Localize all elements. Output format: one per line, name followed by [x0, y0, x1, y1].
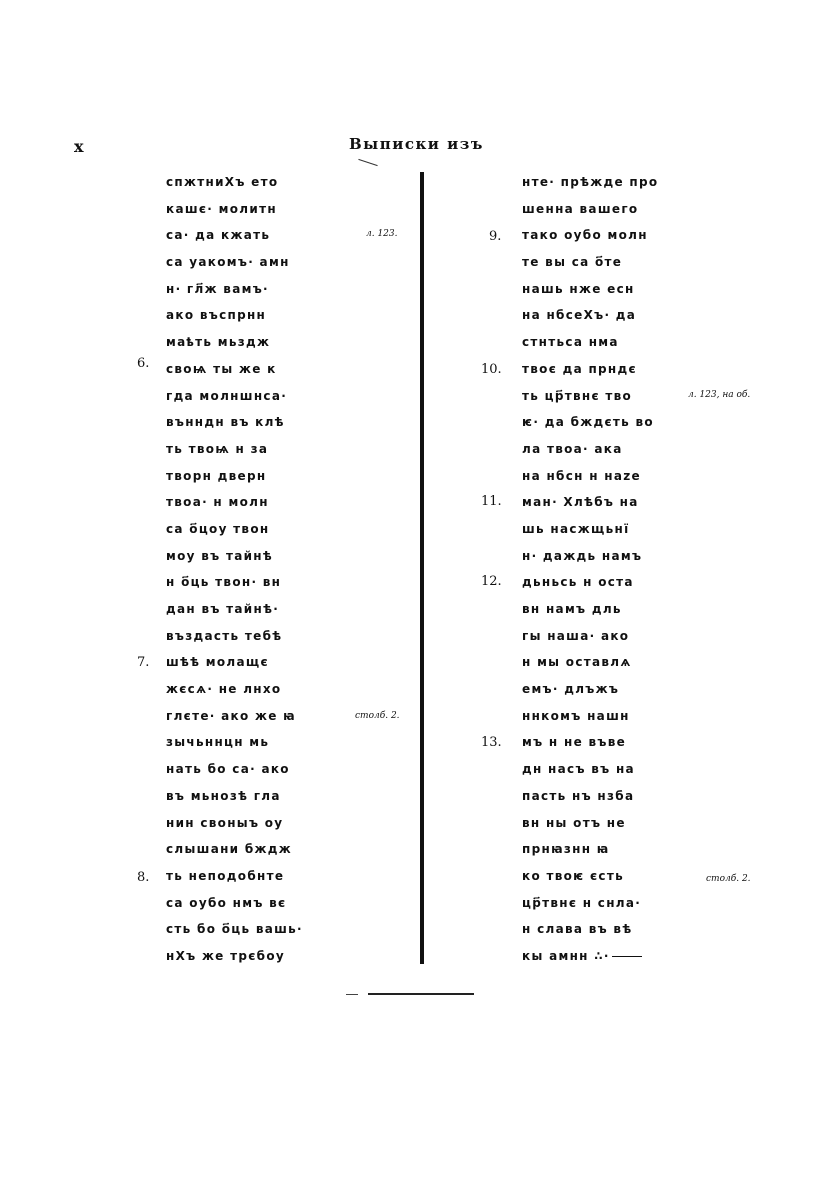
- text-line: пасть нъ нзба: [522, 788, 635, 803]
- margin-note-column: столб. 2.: [706, 874, 751, 884]
- text-line: твоє да прндє: [522, 361, 637, 376]
- text-line: своѩ ты же к: [166, 361, 277, 376]
- text-line: ако въспрнн: [166, 308, 267, 323]
- text-line: ннкомъ нашн: [522, 708, 630, 723]
- text-line: нать бо са· ако: [166, 762, 290, 777]
- text-line: ть твоѩ н за: [166, 441, 269, 456]
- margin-note-folio: л. 123, на об.: [688, 390, 751, 400]
- text-line: творн дверн: [166, 468, 267, 483]
- text-line: жєсѧ· не лнхо: [166, 682, 282, 697]
- text-line: слышани бждж: [166, 842, 293, 857]
- text-line: кашє· молитн: [166, 201, 277, 216]
- bottom-rule: [368, 993, 474, 995]
- text-line: глєте· ако же ꙗ: [166, 708, 296, 723]
- text-line: шенна вашего: [522, 201, 639, 216]
- text-line: ть цр҃твнє тво: [522, 388, 633, 403]
- text-line: прнꙗзнн ꙗ: [522, 842, 610, 857]
- text-line: въздасть тебѣ: [166, 628, 283, 643]
- text-line: вънндн въ клѣ: [166, 415, 285, 430]
- text-line: н· гл҃ж вамъ·: [166, 281, 269, 296]
- column-divider: [420, 172, 424, 964]
- text-line: н· даждь намъ: [522, 548, 643, 563]
- text-line: моу въ тайнѣ: [166, 548, 274, 563]
- text-line: стнтьса нма: [522, 335, 619, 350]
- text-line: емъ· длъжъ: [522, 682, 620, 697]
- text-line: гда молншнса·: [166, 388, 288, 403]
- text-line: дн насъ въ на: [522, 762, 635, 777]
- verse-number: 6.: [137, 356, 150, 371]
- text-line: на нбсн н наzе: [522, 468, 641, 483]
- text-line: са· да кжать: [166, 228, 271, 243]
- verse-number: 9.: [489, 229, 502, 244]
- verse-number: 8.: [137, 870, 150, 885]
- text-line: нХъ же трєбоу: [166, 948, 285, 963]
- text-line: дан въ тайнѣ·: [166, 602, 280, 616]
- left-text-column: [166, 169, 303, 970]
- verse-number: 11.: [481, 494, 502, 509]
- text-line: зычьннцн мь: [166, 735, 270, 750]
- text-line: спжтниХъ ето: [166, 175, 279, 189]
- text-line: вн ны отъ не: [522, 815, 626, 830]
- running-head: Выписки изъ: [349, 135, 484, 153]
- text-line: нин своныъ оу: [166, 815, 284, 830]
- text-line: н слава въ вѣ: [522, 922, 633, 937]
- text-line: ла твоа· ака: [522, 441, 623, 456]
- text-line: са оубо нмъ вє: [166, 895, 287, 910]
- text-line: мъ н не въве: [522, 735, 627, 750]
- head-tick-mark: [358, 159, 377, 166]
- bottom-rule-dash: [346, 994, 358, 995]
- text-line: нашь нже есн: [522, 281, 635, 296]
- text-line: гы наша· ако: [522, 628, 630, 643]
- verse-number: 13.: [481, 735, 502, 750]
- verse-number: 7.: [137, 655, 150, 670]
- text-line: дьньсь н оста: [522, 575, 634, 590]
- text-line: на нбсеХъ· да: [522, 308, 637, 323]
- text-line: н о҃ць твон· вн: [166, 575, 282, 590]
- text-line: ман· Хлѣбъ на: [522, 495, 639, 510]
- text-line: тако оубо молн: [522, 228, 648, 243]
- text-line: ко твоѥ єсть: [522, 868, 624, 883]
- text-line: твоа· н молн: [166, 495, 269, 510]
- text-line: те вы са о҃те: [522, 255, 623, 270]
- margin-note-column: столб. 2.: [355, 711, 400, 721]
- text-line: кы амнн ∴·: [522, 943, 658, 970]
- margin-note-folio: л. 123.: [366, 229, 398, 239]
- verse-number: 10.: [481, 362, 502, 377]
- text-line: шѣѣ молащє: [166, 655, 269, 670]
- text-line: сть бо о҃ць вашь·: [166, 922, 303, 937]
- text-line: маҍть мьздж: [166, 335, 271, 350]
- verse-number: 12.: [481, 574, 502, 589]
- text-line: н мы оставлѧ: [522, 655, 632, 670]
- page-number: x: [74, 137, 84, 156]
- text-line: нте· прѣжде про: [522, 175, 659, 189]
- end-dash: [612, 956, 642, 957]
- text-line: цр҃твнє н снла·: [522, 895, 642, 910]
- text-line: въ мьнозѣ гла: [166, 788, 281, 803]
- right-text-column: [522, 169, 658, 970]
- text-line: ѥ· да бждєть во: [522, 415, 654, 430]
- text-line: вн намъ дль: [522, 602, 622, 616]
- text-line: шь насжщьнї: [522, 521, 630, 536]
- text-line: са уакомъ· амн: [166, 255, 290, 270]
- text-line: са о҃цоу твон: [166, 521, 270, 536]
- text-line: ть неподобнте: [166, 868, 285, 883]
